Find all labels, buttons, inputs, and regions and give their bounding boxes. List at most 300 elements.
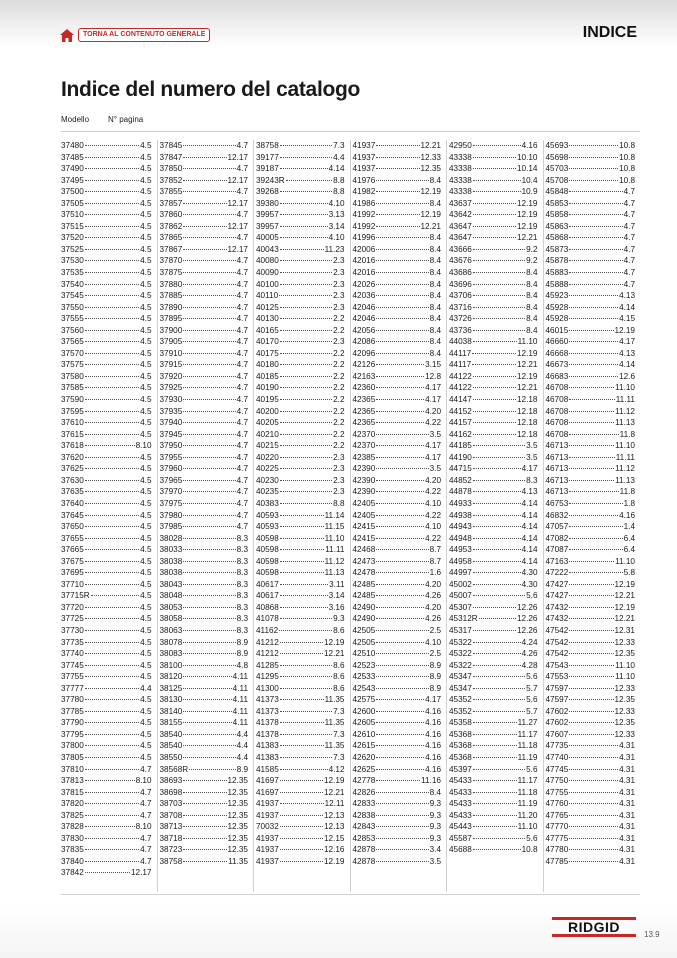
index-row[interactable]	[353, 775, 442, 787]
index-row[interactable]	[160, 313, 249, 325]
index-row[interactable]	[160, 267, 249, 279]
index-row[interactable]	[353, 221, 442, 233]
index-row[interactable]	[61, 232, 152, 244]
index-row[interactable]	[546, 844, 636, 856]
index-row[interactable]	[353, 475, 442, 487]
index-row[interactable]	[160, 498, 249, 510]
index-row[interactable]	[449, 637, 538, 649]
index-row[interactable]	[353, 175, 442, 187]
index-row[interactable]	[256, 798, 345, 810]
index-row[interactable]	[353, 406, 442, 418]
index-row[interactable]	[449, 209, 538, 221]
index-row[interactable]	[160, 186, 249, 198]
index-row[interactable]	[449, 683, 538, 695]
index-row[interactable]	[353, 671, 442, 683]
index-row[interactable]	[61, 163, 152, 175]
index-row[interactable]	[546, 255, 636, 267]
index-row[interactable]	[353, 694, 442, 706]
index-row[interactable]	[546, 510, 636, 522]
index-row[interactable]	[449, 198, 538, 210]
index-row[interactable]	[160, 717, 249, 729]
index-row[interactable]	[61, 521, 152, 533]
index-row[interactable]	[353, 752, 442, 764]
index-row[interactable]	[256, 440, 345, 452]
index-row[interactable]	[160, 613, 249, 625]
index-row[interactable]	[546, 590, 636, 602]
index-row[interactable]	[546, 833, 636, 845]
index-row[interactable]	[160, 637, 249, 649]
index-row[interactable]	[160, 602, 249, 614]
index-row[interactable]	[160, 590, 249, 602]
index-row[interactable]	[61, 787, 152, 799]
index-row[interactable]	[546, 163, 636, 175]
index-row[interactable]	[256, 521, 345, 533]
index-row[interactable]	[61, 152, 152, 164]
index-row[interactable]	[546, 406, 636, 418]
index-row[interactable]	[353, 602, 442, 614]
index-row[interactable]	[449, 336, 538, 348]
index-row[interactable]	[160, 325, 249, 337]
index-row[interactable]	[61, 833, 152, 845]
index-row[interactable]	[449, 325, 538, 337]
index-row[interactable]	[546, 498, 636, 510]
index-row[interactable]	[546, 764, 636, 776]
index-row[interactable]	[160, 752, 249, 764]
back-to-contents-link[interactable]	[60, 28, 210, 42]
index-row[interactable]	[256, 740, 345, 752]
index-row[interactable]	[449, 533, 538, 545]
index-row[interactable]	[256, 209, 345, 221]
index-row[interactable]	[353, 810, 442, 822]
index-row[interactable]	[449, 510, 538, 522]
index-row[interactable]	[256, 683, 345, 695]
index-row[interactable]	[546, 267, 636, 279]
index-row[interactable]	[160, 463, 249, 475]
index-row[interactable]	[353, 348, 442, 360]
index-row[interactable]	[449, 798, 538, 810]
index-row[interactable]	[256, 279, 345, 291]
index-row[interactable]	[256, 729, 345, 741]
index-row[interactable]	[546, 637, 636, 649]
index-row[interactable]	[160, 290, 249, 302]
index-row[interactable]	[353, 844, 442, 856]
index-row[interactable]	[449, 660, 538, 672]
index-row[interactable]	[61, 671, 152, 683]
index-row[interactable]	[353, 279, 442, 291]
index-row[interactable]	[449, 463, 538, 475]
index-row[interactable]	[353, 510, 442, 522]
index-row[interactable]	[160, 706, 249, 718]
index-row[interactable]	[546, 740, 636, 752]
index-row[interactable]	[61, 302, 152, 314]
index-row[interactable]	[256, 221, 345, 233]
index-row[interactable]	[256, 694, 345, 706]
index-row[interactable]	[546, 856, 636, 868]
index-row[interactable]	[449, 255, 538, 267]
index-row[interactable]	[546, 544, 636, 556]
index-row[interactable]	[353, 186, 442, 198]
index-row[interactable]	[160, 648, 249, 660]
index-row[interactable]	[160, 221, 249, 233]
index-row[interactable]	[256, 821, 345, 833]
index-row[interactable]	[353, 498, 442, 510]
index-row[interactable]	[61, 590, 152, 602]
index-row[interactable]	[449, 602, 538, 614]
index-row[interactable]	[546, 140, 636, 152]
index-row[interactable]	[449, 175, 538, 187]
index-row[interactable]	[353, 463, 442, 475]
index-row[interactable]	[160, 579, 249, 591]
index-row[interactable]	[546, 302, 636, 314]
index-row[interactable]	[160, 209, 249, 221]
index-row[interactable]	[256, 186, 345, 198]
index-row[interactable]	[256, 359, 345, 371]
index-row[interactable]	[449, 775, 538, 787]
index-row[interactable]	[256, 671, 345, 683]
index-row[interactable]	[449, 844, 538, 856]
index-row[interactable]	[256, 429, 345, 441]
index-row[interactable]	[61, 556, 152, 568]
index-row[interactable]	[449, 567, 538, 579]
index-row[interactable]	[256, 244, 345, 256]
index-row[interactable]	[160, 359, 249, 371]
index-row[interactable]	[61, 175, 152, 187]
index-row[interactable]	[61, 625, 152, 637]
index-row[interactable]	[160, 475, 249, 487]
index-row[interactable]	[160, 544, 249, 556]
index-row[interactable]	[61, 567, 152, 579]
index-row[interactable]	[353, 440, 442, 452]
index-row[interactable]	[256, 336, 345, 348]
index-row[interactable]	[61, 336, 152, 348]
index-row[interactable]	[61, 740, 152, 752]
index-row[interactable]	[61, 867, 152, 879]
index-row[interactable]	[546, 579, 636, 591]
index-row[interactable]	[353, 429, 442, 441]
index-row[interactable]	[546, 359, 636, 371]
index-row[interactable]	[449, 590, 538, 602]
index-row[interactable]	[256, 163, 345, 175]
index-row[interactable]	[353, 232, 442, 244]
index-row[interactable]	[353, 556, 442, 568]
index-row[interactable]	[61, 440, 152, 452]
index-row[interactable]	[353, 244, 442, 256]
index-row[interactable]	[160, 764, 249, 776]
index-row[interactable]	[256, 417, 345, 429]
index-row[interactable]	[256, 325, 345, 337]
index-row[interactable]	[61, 325, 152, 337]
index-row[interactable]	[449, 359, 538, 371]
index-row[interactable]	[256, 255, 345, 267]
index-row[interactable]	[353, 452, 442, 464]
index-row[interactable]	[160, 232, 249, 244]
index-row[interactable]	[449, 140, 538, 152]
index-row[interactable]	[546, 694, 636, 706]
index-row[interactable]	[353, 313, 442, 325]
index-row[interactable]	[449, 671, 538, 683]
index-row[interactable]	[61, 694, 152, 706]
index-row[interactable]	[353, 764, 442, 776]
index-row[interactable]	[160, 336, 249, 348]
index-row[interactable]	[546, 706, 636, 718]
index-row[interactable]	[449, 648, 538, 660]
index-row[interactable]	[61, 648, 152, 660]
index-row[interactable]	[353, 371, 442, 383]
index-row[interactable]	[61, 348, 152, 360]
index-row[interactable]	[160, 844, 249, 856]
index-row[interactable]	[546, 810, 636, 822]
index-row[interactable]	[353, 152, 442, 164]
index-row[interactable]	[353, 798, 442, 810]
index-row[interactable]	[256, 579, 345, 591]
index-row[interactable]	[353, 486, 442, 498]
index-row[interactable]	[61, 602, 152, 614]
index-row[interactable]	[160, 625, 249, 637]
index-row[interactable]	[61, 660, 152, 672]
index-row[interactable]	[449, 302, 538, 314]
index-row[interactable]	[61, 244, 152, 256]
index-row[interactable]	[61, 579, 152, 591]
index-row[interactable]	[546, 336, 636, 348]
index-row[interactable]	[256, 590, 345, 602]
index-row[interactable]	[353, 290, 442, 302]
index-row[interactable]	[160, 152, 249, 164]
index-row[interactable]	[546, 567, 636, 579]
index-row[interactable]	[160, 683, 249, 695]
index-row[interactable]	[546, 729, 636, 741]
index-row[interactable]	[353, 302, 442, 314]
index-row[interactable]	[353, 198, 442, 210]
index-row[interactable]	[449, 440, 538, 452]
index-row[interactable]	[353, 637, 442, 649]
index-row[interactable]	[546, 556, 636, 568]
index-row[interactable]	[160, 521, 249, 533]
index-row[interactable]	[256, 394, 345, 406]
index-row[interactable]	[61, 764, 152, 776]
index-row[interactable]	[256, 175, 345, 187]
index-row[interactable]	[256, 302, 345, 314]
index-row[interactable]	[353, 740, 442, 752]
index-row[interactable]	[353, 417, 442, 429]
index-row[interactable]	[449, 821, 538, 833]
back-link-label[interactable]: TORNA AL CONTENUTO GENERALE	[78, 28, 210, 42]
index-row[interactable]	[61, 359, 152, 371]
index-row[interactable]	[546, 186, 636, 198]
index-row[interactable]	[61, 186, 152, 198]
index-row[interactable]	[449, 232, 538, 244]
index-row[interactable]	[449, 244, 538, 256]
index-row[interactable]	[546, 463, 636, 475]
index-row[interactable]	[256, 140, 345, 152]
index-row[interactable]	[256, 625, 345, 637]
index-row[interactable]	[160, 856, 249, 868]
index-row[interactable]	[353, 660, 442, 672]
index-row[interactable]	[546, 533, 636, 545]
index-row[interactable]	[256, 198, 345, 210]
index-row[interactable]	[449, 163, 538, 175]
index-row[interactable]	[256, 498, 345, 510]
index-row[interactable]	[160, 729, 249, 741]
index-row[interactable]	[61, 313, 152, 325]
index-row[interactable]	[160, 406, 249, 418]
index-row[interactable]	[449, 267, 538, 279]
index-row[interactable]	[160, 671, 249, 683]
index-row[interactable]	[160, 163, 249, 175]
index-row[interactable]	[546, 221, 636, 233]
index-row[interactable]	[546, 382, 636, 394]
index-row[interactable]	[353, 567, 442, 579]
index-row[interactable]	[353, 382, 442, 394]
index-row[interactable]	[546, 521, 636, 533]
index-row[interactable]	[256, 382, 345, 394]
index-row[interactable]	[61, 498, 152, 510]
index-row[interactable]	[256, 290, 345, 302]
index-row[interactable]	[353, 729, 442, 741]
index-row[interactable]	[160, 279, 249, 291]
index-row[interactable]	[449, 406, 538, 418]
index-row[interactable]	[449, 740, 538, 752]
index-row[interactable]	[61, 544, 152, 556]
index-row[interactable]	[160, 198, 249, 210]
index-row[interactable]	[546, 486, 636, 498]
index-row[interactable]	[160, 740, 249, 752]
index-row[interactable]	[61, 463, 152, 475]
index-row[interactable]	[160, 302, 249, 314]
index-row[interactable]	[61, 475, 152, 487]
index-row[interactable]	[256, 856, 345, 868]
index-row[interactable]	[61, 406, 152, 418]
index-row[interactable]	[61, 510, 152, 522]
index-row[interactable]	[256, 717, 345, 729]
index-row[interactable]	[449, 694, 538, 706]
index-row[interactable]	[61, 209, 152, 221]
index-row[interactable]	[256, 833, 345, 845]
index-row[interactable]	[546, 152, 636, 164]
index-row[interactable]	[256, 486, 345, 498]
index-row[interactable]	[256, 637, 345, 649]
index-row[interactable]	[353, 579, 442, 591]
index-row[interactable]	[546, 787, 636, 799]
index-row[interactable]	[256, 752, 345, 764]
index-row[interactable]	[449, 810, 538, 822]
index-row[interactable]	[449, 521, 538, 533]
index-row[interactable]	[353, 359, 442, 371]
index-row[interactable]	[546, 394, 636, 406]
index-row[interactable]	[449, 152, 538, 164]
index-row[interactable]	[160, 348, 249, 360]
index-row[interactable]	[546, 348, 636, 360]
index-row[interactable]	[546, 232, 636, 244]
index-row[interactable]	[160, 486, 249, 498]
index-row[interactable]	[61, 267, 152, 279]
index-row[interactable]	[256, 556, 345, 568]
index-row[interactable]	[546, 198, 636, 210]
index-row[interactable]	[61, 382, 152, 394]
index-row[interactable]	[61, 452, 152, 464]
index-row[interactable]	[353, 533, 442, 545]
index-row[interactable]	[61, 429, 152, 441]
index-row[interactable]	[160, 775, 249, 787]
index-row[interactable]	[353, 521, 442, 533]
index-row[interactable]	[61, 775, 152, 787]
index-row[interactable]	[61, 279, 152, 291]
index-row[interactable]	[449, 833, 538, 845]
index-row[interactable]	[61, 706, 152, 718]
index-row[interactable]	[61, 717, 152, 729]
index-row[interactable]	[353, 544, 442, 556]
index-row[interactable]	[449, 452, 538, 464]
index-row[interactable]	[546, 798, 636, 810]
index-row[interactable]	[160, 510, 249, 522]
index-row[interactable]	[449, 613, 538, 625]
index-row[interactable]	[256, 463, 345, 475]
index-row[interactable]	[160, 694, 249, 706]
index-row[interactable]	[546, 325, 636, 337]
index-row[interactable]	[449, 625, 538, 637]
index-row[interactable]	[353, 336, 442, 348]
index-row[interactable]	[256, 706, 345, 718]
index-row[interactable]	[449, 371, 538, 383]
index-row[interactable]	[449, 429, 538, 441]
index-row[interactable]	[61, 752, 152, 764]
index-row[interactable]	[256, 510, 345, 522]
index-row[interactable]	[256, 544, 345, 556]
index-row[interactable]	[61, 394, 152, 406]
index-row[interactable]	[61, 533, 152, 545]
index-row[interactable]	[353, 683, 442, 695]
index-row[interactable]	[353, 821, 442, 833]
index-row[interactable]	[449, 729, 538, 741]
index-row[interactable]	[256, 844, 345, 856]
index-row[interactable]	[256, 406, 345, 418]
index-row[interactable]	[256, 787, 345, 799]
index-row[interactable]	[353, 625, 442, 637]
index-row[interactable]	[61, 221, 152, 233]
index-row[interactable]	[546, 440, 636, 452]
index-row[interactable]	[546, 279, 636, 291]
index-row[interactable]	[449, 787, 538, 799]
index-row[interactable]	[546, 752, 636, 764]
index-row[interactable]	[160, 417, 249, 429]
index-row[interactable]	[449, 486, 538, 498]
index-row[interactable]	[61, 290, 152, 302]
index-row[interactable]	[61, 255, 152, 267]
index-row[interactable]	[546, 475, 636, 487]
index-row[interactable]	[353, 648, 442, 660]
index-row[interactable]	[61, 844, 152, 856]
index-row[interactable]	[61, 613, 152, 625]
index-row[interactable]	[546, 821, 636, 833]
index-row[interactable]	[160, 833, 249, 845]
index-row[interactable]	[449, 290, 538, 302]
index-row[interactable]	[256, 348, 345, 360]
index-row[interactable]	[256, 313, 345, 325]
index-row[interactable]	[353, 856, 442, 868]
index-row[interactable]	[449, 764, 538, 776]
index-row[interactable]	[61, 683, 152, 695]
index-row[interactable]	[160, 175, 249, 187]
index-row[interactable]	[353, 706, 442, 718]
index-row[interactable]	[256, 764, 345, 776]
index-row[interactable]	[256, 810, 345, 822]
index-row[interactable]	[449, 313, 538, 325]
index-row[interactable]	[546, 175, 636, 187]
index-row[interactable]	[160, 798, 249, 810]
index-row[interactable]	[61, 417, 152, 429]
index-row[interactable]	[353, 140, 442, 152]
index-row[interactable]	[61, 821, 152, 833]
index-row[interactable]	[256, 613, 345, 625]
